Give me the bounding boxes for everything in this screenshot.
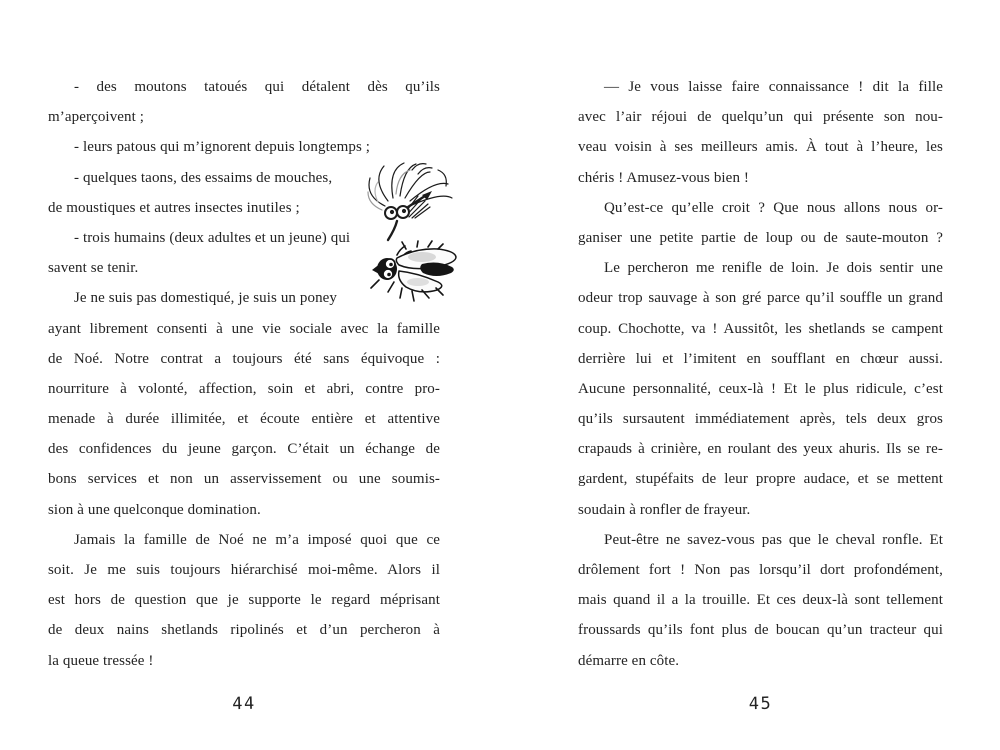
- text-line: de moustiques et autres insectes inutiles ;: [48, 199, 300, 216]
- text-line: soit. Je me suis toujours hiérarchisé moi-même. Alors il: [48, 562, 440, 578]
- text-line: mais quand il a la trouille. Et ces deux-là sont tellement: [578, 592, 943, 609]
- text-line: ayant librement consenti à une vie sociale avec la famille: [48, 320, 440, 337]
- text-line: des confidences du jeune garçon. C’était un échange de: [48, 441, 440, 458]
- page-right-number: 45: [748, 693, 773, 715]
- text-line: chéris ! Amusez-vous bien !: [578, 169, 749, 186]
- text-line: démarre en côte.: [578, 652, 680, 669]
- text-line: savent se tenir.: [48, 260, 139, 277]
- page-right-text: [578, 72, 943, 676]
- text-line: coup. Chochotte, va ! Aussitôt, les shetlands se campent: [578, 320, 943, 337]
- text-line: est hors de question que je supporte le regard méprisant: [48, 592, 440, 609]
- text-line: veau voisin à ses meilleurs amis. À tout à l’heure, les: [578, 139, 943, 156]
- text-line: la queue tressée !: [48, 652, 154, 669]
- text-line: gardent, stupéfaits de leur propre audace, et se mettent: [578, 471, 943, 488]
- text-line: derrière lui et l’imitent en soufflant en chœur aussi.: [578, 350, 943, 367]
- text-line: froussards qu’ils font plus de boucan qu’un tracteur qui: [578, 622, 943, 639]
- text-line: - leurs patous qui m’ignorent depuis longtemps ;: [74, 139, 371, 156]
- text-line: Je ne suis pas domestiqué, je suis un poney: [74, 290, 338, 307]
- text-line: Peut-être ne savez-vous pas que le cheval ronfle. Et: [604, 531, 943, 548]
- text-line: nourriture à volonté, affection, soin et abri, contre pro-: [48, 380, 440, 397]
- text-line: - quelques taons, des essaims de mouches,: [74, 169, 333, 186]
- mosquito-illustration-icon: [358, 156, 460, 248]
- text-line: drôlement fort ! Non pas lorsqu’il dort profondément,: [578, 562, 943, 578]
- text-line: m’aperçoivent ;: [48, 109, 145, 126]
- text-line: soudain à ronfler de frayeur.: [578, 501, 751, 518]
- text-line: crapauds à crinière, en roulant des yeux ahuris. Ils se re-: [578, 441, 943, 458]
- text-line: odeur trop sauvage à son gré parce qu’il souffle un grand: [578, 290, 943, 307]
- page-left-number: 44: [231, 693, 256, 715]
- text-line: - trois humains (deux adultes et un jeune) qui: [74, 229, 351, 246]
- page-right: [500, 0, 1000, 750]
- text-line: bons services et non un asservissement ou une soumis-: [48, 471, 440, 488]
- text-line: sion à une quelconque domination.: [48, 501, 261, 518]
- text-line: - des moutons tatoués qui détalent dès qu’ils: [74, 79, 440, 95]
- text-line: Aucune personnalité, ceux-là ! Et le plus ridicule, c’est: [578, 380, 943, 397]
- text-line: qu’ils sursautent immédiatement après, tels deux gros: [578, 411, 943, 428]
- text-line: de deux nains shetlands ripolinés et d’un percheron à: [48, 622, 440, 639]
- text-line: menade à durée illimitée, et écoute entière et attentive: [48, 411, 440, 428]
- text-line: ganiser une petite partie de loup ou de saute-mouton ?: [578, 229, 943, 246]
- text-line: — Je vous laisse faire connaissance ! dit la fille: [604, 79, 943, 95]
- text-line: avec l’air réjoui de quelqu’un qui présente son nou-: [578, 109, 943, 126]
- text-line: Qu’est-ce qu’elle croit ? Que nous allons nous or-: [604, 199, 943, 216]
- fly-illustration-icon: [366, 240, 464, 308]
- text-line: Le percheron me renifle de loin. Je dois sentir une: [604, 260, 943, 277]
- text-line: de Noé. Notre contrat a toujours été sans équivoque :: [48, 350, 440, 367]
- text-line: Jamais la famille de Noé ne m’a imposé quoi que ce: [74, 531, 440, 548]
